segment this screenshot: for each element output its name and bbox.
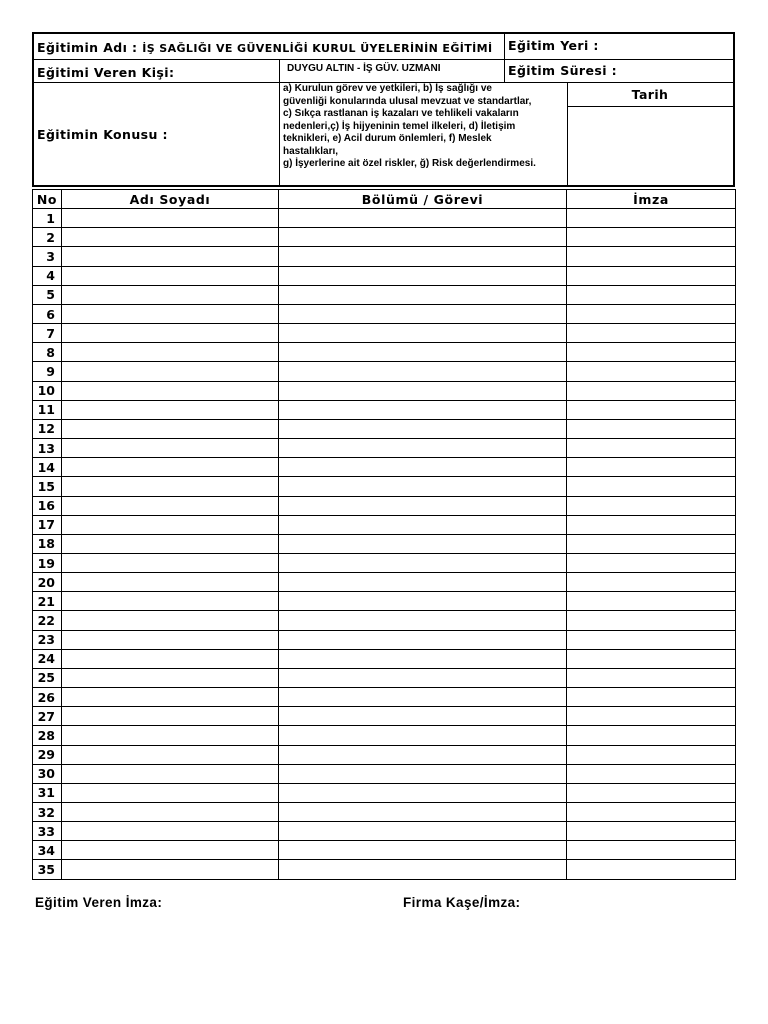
row-number: 18 [33,534,62,553]
signature-cell[interactable] [567,324,736,343]
signature-cell[interactable] [567,553,736,572]
department-cell[interactable] [279,285,567,304]
table-row [33,668,736,687]
duration-label: Eğitim Süresi : [508,63,618,78]
signature-cell[interactable] [567,860,736,879]
row-number: 28 [33,726,62,745]
col-no: No [33,190,62,209]
signature-cell[interactable] [567,362,736,381]
name-cell[interactable] [62,266,279,285]
table-row [33,822,736,841]
table-row [33,285,736,304]
name-cell[interactable] [62,803,279,822]
row-number: 21 [33,592,62,611]
department-cell[interactable] [279,553,567,572]
name-cell[interactable] [62,553,279,572]
signature-cell[interactable] [567,841,736,860]
table-row [33,458,736,477]
name-cell[interactable] [62,304,279,323]
department-cell[interactable] [279,764,567,783]
table-row [33,745,736,764]
name-cell[interactable] [62,822,279,841]
row-number: 14 [33,458,62,477]
table-row [33,209,736,228]
name-cell[interactable] [62,324,279,343]
trainer-signature-label: Eğitim Veren İmza: [35,895,163,910]
signature-cell[interactable] [567,343,736,362]
table-row [33,400,736,419]
name-cell[interactable] [62,630,279,649]
department-cell[interactable] [279,266,567,285]
department-cell[interactable] [279,822,567,841]
row-number: 1 [33,209,62,228]
topic-line: nedenleri,ç) İş hijyeninin temel ilkeleri, d) İletişim [283,120,516,132]
row-number: 8 [33,343,62,362]
signature-cell[interactable] [567,515,736,534]
row-number: 17 [33,515,62,534]
row-number: 2 [33,228,62,247]
department-cell[interactable] [279,630,567,649]
department-cell[interactable] [279,477,567,496]
table-row [33,764,736,783]
table-row [33,324,736,343]
department-cell[interactable] [279,247,567,266]
table-row [33,534,736,553]
training-name [37,40,493,55]
table-row [33,649,736,668]
topic-line: hastalıkları, [283,145,339,157]
table-row [33,247,736,266]
name-cell[interactable] [62,419,279,438]
training-name-value: İŞ SAĞLIĞI VE GÜVENLİĞİ KURUL ÜYELERİNİN EĞİTİMİ [142,42,493,55]
row-number: 32 [33,803,62,822]
name-cell[interactable] [62,745,279,764]
signature-cell[interactable] [567,611,736,630]
signature-cell[interactable] [567,228,736,247]
row-number: 26 [33,688,62,707]
signature-cell[interactable] [567,573,736,592]
row-number: 30 [33,764,62,783]
topic-line: teknikleri, e) Acil durum önlemleri, f) Meslek [283,133,492,144]
attendance-rows [33,209,736,879]
table-row [33,726,736,745]
signature-cell[interactable] [567,688,736,707]
signature-cell[interactable] [567,285,736,304]
row-number: 34 [33,841,62,860]
department-cell[interactable] [279,573,567,592]
signature-cell[interactable] [567,439,736,458]
row-number: 22 [33,611,62,630]
name-cell[interactable] [62,458,279,477]
row-number: 31 [33,783,62,802]
trainer-label: Eğitimi Veren Kişi: [37,65,175,80]
signature-cell[interactable] [567,649,736,668]
signature-cell[interactable] [567,726,736,745]
col-department: Bölümü / Görevi [279,190,567,209]
table-row [33,841,736,860]
signature-cell[interactable] [567,783,736,802]
header-divider [504,34,505,82]
row-number: 35 [33,860,62,879]
department-cell[interactable] [279,592,567,611]
name-cell[interactable] [62,400,279,419]
signature-cell[interactable] [567,496,736,515]
department-cell[interactable] [279,534,567,553]
table-row [33,381,736,400]
department-cell[interactable] [279,381,567,400]
row-number: 11 [33,400,62,419]
signature-cell[interactable] [567,209,736,228]
department-cell[interactable] [279,688,567,707]
signature-cell[interactable] [567,458,736,477]
header-divider [279,59,280,187]
signature-cell[interactable] [567,381,736,400]
name-cell[interactable] [62,764,279,783]
row-number: 20 [33,573,62,592]
table-row [33,611,736,630]
department-cell[interactable] [279,860,567,879]
date-label: Tarih [631,87,669,102]
department-cell[interactable] [279,611,567,630]
row-number: 4 [33,266,62,285]
header-divider [567,106,733,107]
table-row [33,343,736,362]
table-row [33,304,736,323]
table-row [33,439,736,458]
table-row [33,477,736,496]
department-cell[interactable] [279,362,567,381]
signature-cell[interactable] [567,534,736,553]
signature-cell[interactable] [567,266,736,285]
name-cell[interactable] [62,496,279,515]
department-cell[interactable] [279,496,567,515]
row-number: 10 [33,381,62,400]
department-cell[interactable] [279,515,567,534]
row-number: 19 [33,553,62,572]
table-row [33,803,736,822]
department-cell[interactable] [279,228,567,247]
topic-line: c) Sıkça rastlanan iş kazaları ve tehlikeli vakaların [283,108,519,119]
name-cell[interactable] [62,534,279,553]
name-cell[interactable] [62,707,279,726]
table-row [33,515,736,534]
name-cell[interactable] [62,668,279,687]
signature-cell[interactable] [567,400,736,419]
table-row [33,707,736,726]
name-cell[interactable] [62,515,279,534]
topic-label: Eğitimin Konusu : [37,127,168,142]
attendance-table [32,189,736,880]
topic-line: güvenliği konularında ulusal mevzuat ve standartlar, [283,95,532,107]
table-row [33,592,736,611]
name-cell[interactable] [62,841,279,860]
table-row [33,496,736,515]
row-number: 12 [33,419,62,438]
department-cell[interactable] [279,400,567,419]
name-cell[interactable] [62,209,279,228]
row-number: 9 [33,362,62,381]
department-cell[interactable] [279,649,567,668]
department-cell[interactable] [279,745,567,764]
table-row [33,266,736,285]
department-cell[interactable] [279,803,567,822]
row-number: 24 [33,649,62,668]
department-cell[interactable] [279,209,567,228]
table-row [33,553,736,572]
department-cell[interactable] [279,343,567,362]
company-stamp-label: Firma Kaşe/İmza: [403,895,521,910]
name-cell[interactable] [62,381,279,400]
name-cell[interactable] [62,362,279,381]
topic-line: g) İşyerlerine ait özel riskler, ğ) Risk değerlendirmesi. [283,158,536,169]
name-cell[interactable] [62,228,279,247]
signature-cell[interactable] [567,477,736,496]
department-cell[interactable] [279,458,567,477]
name-cell[interactable] [62,611,279,630]
form-header [32,32,735,187]
header-divider [34,59,733,60]
name-cell[interactable] [62,343,279,362]
signature-cell[interactable] [567,668,736,687]
row-number: 3 [33,247,62,266]
signature-cell[interactable] [567,419,736,438]
signature-cell[interactable] [567,630,736,649]
name-cell[interactable] [62,285,279,304]
table-header-row [33,190,736,209]
row-number: 33 [33,822,62,841]
name-cell[interactable] [62,439,279,458]
department-cell[interactable] [279,783,567,802]
row-number: 29 [33,745,62,764]
name-cell[interactable] [62,592,279,611]
table-row [33,630,736,649]
name-cell[interactable] [62,726,279,745]
name-cell[interactable] [62,247,279,266]
col-name: Adı Soyadı [62,190,279,209]
row-number: 16 [33,496,62,515]
topic-line: a) Kurulun görev ve yetkileri, b) İş sağlığı ve [283,83,492,94]
signature-cell[interactable] [567,707,736,726]
trainer-value: DUYGU ALTIN - İŞ GÜV. UZMANI [287,63,441,74]
table-row [33,860,736,879]
table-row [33,573,736,592]
row-number: 27 [33,707,62,726]
row-number: 6 [33,304,62,323]
name-cell[interactable] [62,573,279,592]
row-number: 13 [33,439,62,458]
table-row [33,688,736,707]
name-cell[interactable] [62,860,279,879]
col-signature: İmza [567,190,736,209]
signature-cell[interactable] [567,247,736,266]
table-row [33,362,736,381]
row-number: 25 [33,668,62,687]
training-place-label: Eğitim Yeri : [508,38,599,53]
department-cell[interactable] [279,439,567,458]
signature-cell[interactable] [567,745,736,764]
name-cell[interactable] [62,649,279,668]
row-number: 23 [33,630,62,649]
department-cell[interactable] [279,419,567,438]
table-row [33,228,736,247]
row-number: 5 [33,285,62,304]
name-cell[interactable] [62,477,279,496]
table-row [33,783,736,802]
signature-cell[interactable] [567,764,736,783]
department-cell[interactable] [279,707,567,726]
signature-cell[interactable] [567,592,736,611]
department-cell[interactable] [279,668,567,687]
row-number: 15 [33,477,62,496]
table-row [33,419,736,438]
name-cell[interactable] [62,688,279,707]
department-cell[interactable] [279,324,567,343]
department-cell[interactable] [279,304,567,323]
training-name-label: Eğitimin Adı : [37,40,138,55]
header-divider [34,82,279,83]
topic-text [283,83,567,171]
signature-cell[interactable] [567,803,736,822]
department-cell[interactable] [279,841,567,860]
department-cell[interactable] [279,726,567,745]
row-number: 7 [33,324,62,343]
signature-cell[interactable] [567,822,736,841]
name-cell[interactable] [62,783,279,802]
signature-cell[interactable] [567,304,736,323]
